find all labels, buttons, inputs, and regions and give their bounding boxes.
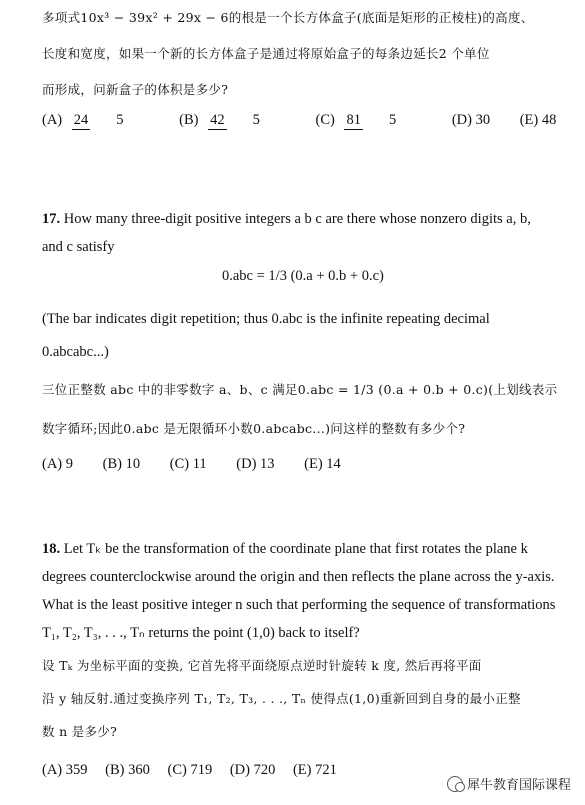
q18-zh-line3: 数 n 是多少? — [42, 724, 118, 739]
watermark-text: 犀牛教育国际课程 — [466, 778, 571, 793]
q18-choice-b: (B) 360 — [105, 762, 150, 778]
q16-choice-a: (A) 24 5 — [42, 112, 124, 129]
q18-number: 18. — [42, 541, 61, 557]
q18-line1: 18. Let Tₖ be the transformation of the coordinate plane that first rotates the plane k — [42, 541, 528, 557]
q18-zh-line2: 沿 y 轴反射.通过变换序列 T₁, T₂, T₃, . . ., Tₙ 使得点(1,0)重新回到自身的最小正整 — [42, 691, 521, 706]
q16-text-line3: 而形成，问新盒子的体积是多少? — [42, 82, 229, 97]
q17-line1: 17. How many three-digit positive integers a b c are there whose nonzero digits a, b, — [42, 211, 531, 227]
q16-choices — [42, 112, 582, 130]
q17-choice-d: (D) 13 — [236, 456, 275, 472]
q16-choice-e: (E) 48 — [519, 112, 557, 129]
q17-choice-c: (C) 11 — [169, 456, 207, 472]
q18-choice-a: (A) 359 — [42, 762, 88, 778]
q17-line4: 0.abcabc...) — [42, 344, 109, 360]
q17-choice-e: (E) 14 — [304, 456, 341, 472]
watermark — [447, 774, 571, 793]
wechat-icon — [447, 776, 463, 792]
q16-choice-d: (D) 30 — [451, 112, 491, 129]
q18-line2: degrees counterclockwise around the origin and then reflects the plane across the y-axis. — [42, 569, 555, 585]
q18-choices — [42, 762, 351, 779]
q17-line2: and c satisfy — [42, 239, 115, 255]
q17-number: 17. — [42, 211, 61, 227]
q17-equation: 0.abc = 1/3 (0.a + 0.b + 0.c) — [222, 268, 384, 284]
q18-line4: T₁, T₂, T₃, . . ., Tₙ returns the point (1,0) back to itself? — [42, 625, 360, 641]
q17-choices — [42, 456, 367, 473]
q17-zh-line2: 数字循环;因此0.abc 是无限循环小数0.abcabc...)问这样的整数有多少个? — [42, 421, 466, 436]
q16-text-line1: 多项式10x³ − 39x² + 29x − 6的根是一个长方体盒子(底面是矩形的正棱柱)的高度、 — [42, 10, 534, 25]
q17-zh-line1: 三位正整数 abc 中的非零数字 a、b、c 满足0.abc = 1/3 (0.a + 0.b + 0.c)(上划线表示 — [42, 382, 558, 397]
q18-zh-line1: 设 Tₖ 为坐标平面的变换, 它首先将平面绕原点逆时针旋转 k 度, 然后再将平面 — [42, 658, 482, 673]
q16-choice-c: (C) 81 5 — [315, 112, 397, 129]
q16-text-line2: 长度和宽度，如果一个新的长方体盒子是通过将原始盒子的每条边延长2 个单位 — [42, 46, 490, 61]
q17-choice-a: (A) 9 — [42, 456, 74, 472]
q18-choice-d: (D) 720 — [229, 762, 276, 778]
q18-choice-c: (C) 719 — [167, 762, 213, 778]
q18-choice-e: (E) 721 — [292, 762, 337, 778]
q17-choice-b: (B) 10 — [102, 456, 141, 472]
q16-choice-b: (B) 42 5 — [179, 112, 260, 129]
q17-line3: (The bar indicates digit repetition; thus 0.abc is the infinite repeating decimal — [42, 311, 490, 327]
q18-line3: What is the least positive integer n such that performing the sequence of transformations — [42, 597, 556, 613]
